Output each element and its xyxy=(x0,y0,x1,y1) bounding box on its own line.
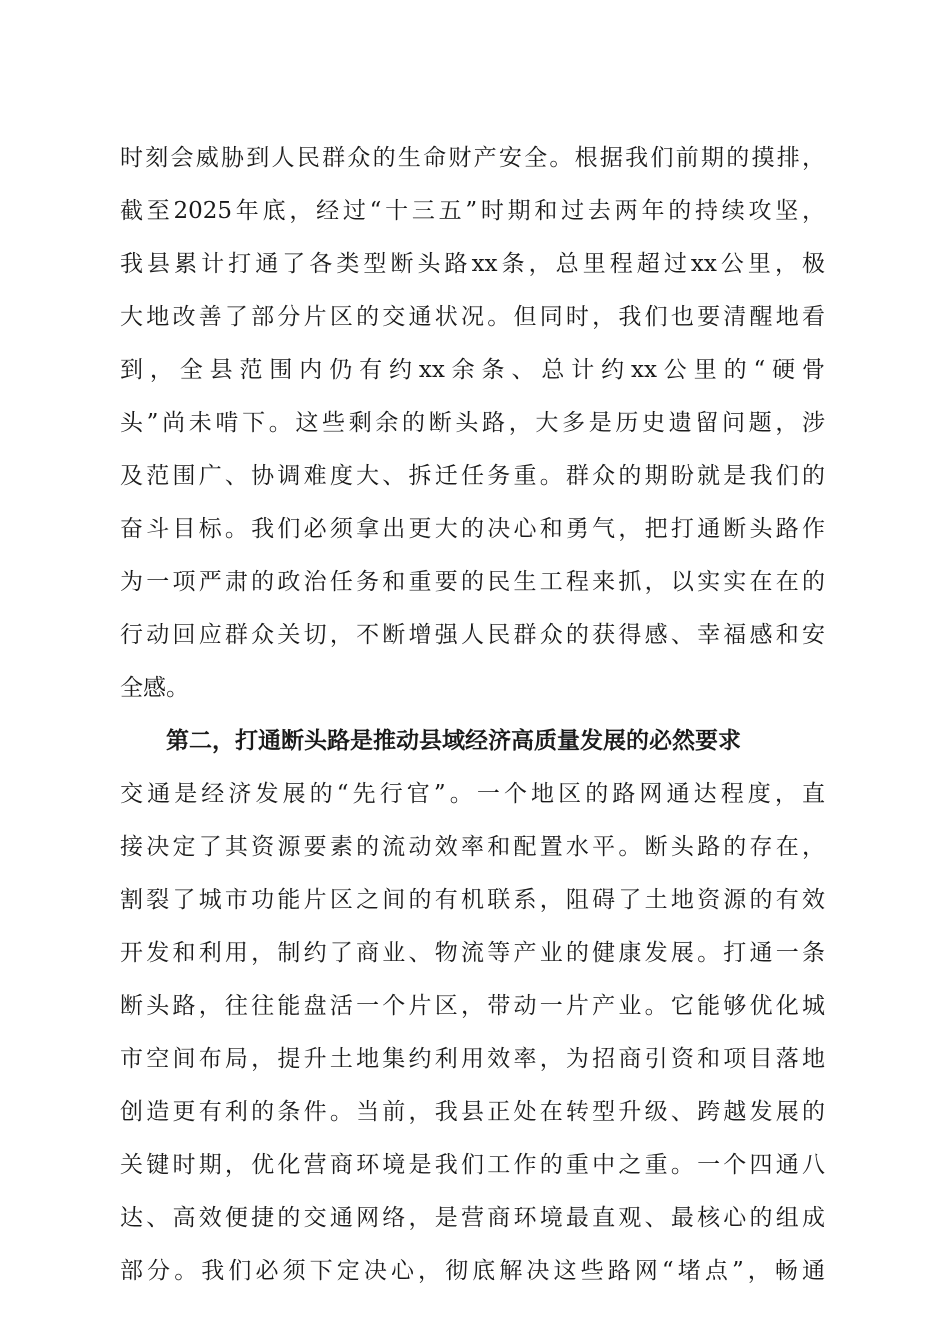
paragraph-line: 我县累计打通了各类型断头路xx条，总里程超过xx公里，极 xyxy=(120,251,825,277)
paragraph-line: 达、高效便捷的交通网络，是营商环境最直观、最核心的组成 xyxy=(120,1205,825,1231)
paragraph-line: 关键时期，优化营商环境是我们工作的重中之重。一个四通八 xyxy=(120,1152,825,1178)
paragraph-line: 时刻会威胁到人民群众的生命财产安全。根据我们前期的摸排， xyxy=(120,145,825,171)
paragraph-line: 交通是经济发展的“先行官”。一个地区的路网通达程度，直 xyxy=(120,781,825,807)
paragraph-line: 截至2025年底，经过“十三五”时期和过去两年的持续攻坚， xyxy=(120,198,825,224)
paragraph-line: 全感。 xyxy=(120,675,189,701)
paragraph-line: 断头路，往往能盘活一个片区，带动一片产业。它能够优化城 xyxy=(120,993,825,1019)
paragraph-line: 到，全县范围内仍有约xx余条、总计约xx公里的“硬骨 xyxy=(120,357,825,383)
paragraph-line: 部分。我们必须下定决心，彻底解决这些路网“堵点”，畅通 xyxy=(120,1258,825,1284)
paragraph-line: 开发和利用，制约了商业、物流等产业的健康发展。打通一条 xyxy=(120,940,825,966)
paragraph-line: 头”尚未啃下。这些剩余的断头路，大多是历史遗留问题，涉 xyxy=(120,410,825,436)
paragraph-line: 为一项严肃的政治任务和重要的民生工程来抓，以实实在在的 xyxy=(120,569,825,595)
paragraph-line: 奋斗目标。我们必须拿出更大的决心和勇气，把打通断头路作 xyxy=(120,516,825,542)
paragraph-line: 大地改善了部分片区的交通状况。但同时，我们也要清醒地看 xyxy=(120,304,825,330)
paragraph-line: 创造更有利的条件。当前，我县正处在转型升级、跨越发展的 xyxy=(120,1099,825,1125)
section-heading: 第二，打通断头路是推动县域经济高质量发展的必然要求 xyxy=(166,727,741,754)
paragraph-line: 割裂了城市功能片区之间的有机联系，阻碍了土地资源的有效 xyxy=(120,887,825,913)
paragraph-line: 及范围广、协调难度大、拆迁任务重。群众的期盼就是我们的 xyxy=(120,463,825,489)
paragraph-line: 行动回应群众关切，不断增强人民群众的获得感、幸福感和安 xyxy=(120,622,825,648)
paragraph-line: 市空间布局，提升土地集约利用效率，为招商引资和项目落地 xyxy=(120,1046,825,1072)
paragraph-line: 接决定了其资源要素的流动效率和配置水平。断头路的存在， xyxy=(120,834,825,860)
